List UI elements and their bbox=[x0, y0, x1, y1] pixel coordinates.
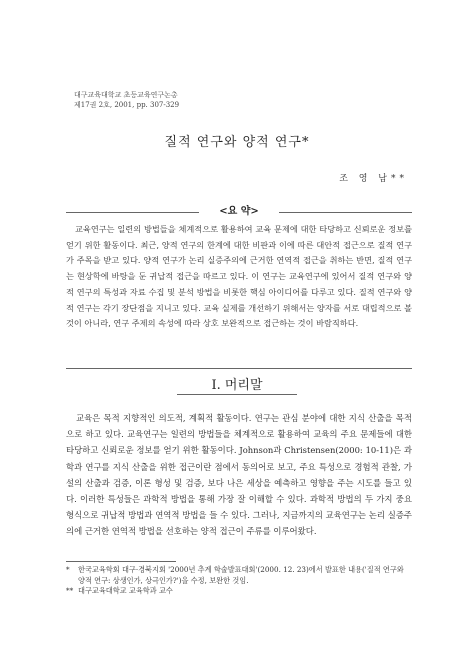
footnote-1 bbox=[66, 565, 412, 586]
body-paragraph: 교육은 목적 지향적인 의도적, 계획적 활동이다. 연구는 관심 분야에 대한 지식 산출을 목적으로 하고 있다. 교육연구는 일련의 방법들을 체계적으로 활용하여 교육의 주요 문제들에 대한 타당하고 신뢰로운 정보를 얻기 위한 활동이다. Johnson과 Christensen(2000: 10-11)은 과학과 연구를 지식 산출을 위한 접근이란 점에서 동의어로 보고, 주요 특성으로 경험적 관찰, 가설의 산출과 검증, 이론 형성 및 검증, 보다 나은 세상을 예측하고 영향을 주는 시도를 들고 있다. 이러한 특성들은 과학적 방법을 통해 가장 잘 이해할 수 있다. 과학적 방법의 두 가지 중요 형식으로 귀납적 방법과 연역적 방법을 들 수 있다. 그러나, 지금까지의 교육연구는 논리 실증주의에 근거한 연역적 방법을 선호하는 양적 접근이 주류를 이루어왔다. bbox=[66, 413, 412, 537]
paper-title: 질적 연구와 양적 연구* bbox=[164, 135, 310, 150]
journal-issue: 제17권 2호, 2001, pp. 307-329 bbox=[74, 101, 180, 109]
journal-header bbox=[74, 90, 179, 110]
body-text-block bbox=[66, 410, 412, 540]
abstract-heading: <요 약> bbox=[219, 206, 259, 217]
footnote-1-text: 한국교육학회 대구·경북지회 '2000년 추계 학술발표대회'(2000. 12. 23)에서 발표한 내용('질적 연구와 양적 연구: 상생인가, 상극인가?')을 수정, 보완한 것임. bbox=[78, 565, 404, 585]
abstract-heading-bar bbox=[66, 205, 412, 219]
abstract-text: 교육연구는 일련의 방법들을 체계적으로 활용하여 교육 문제에 대한 타당하고 신뢰로운 정보를 얻기 위한 활동이다. 최근, 양적 연구의 한계에 대한 비판과 이에 따른 대안적 접근으로 질적 연구가 주목을 받고 있다. 양적 연구가 논리 실증주의에 근거한 연역적 접근을 취하는 반면, 질적 연구는 현상학에 바탕을 둔 귀납적 접근을 따르고 있다. 이 연구는 교육연구에 있어서 질적 연구와 양적 연구의 특성과 자료 수집 및 분석 방법을 비롯한 핵심 아이디어를 다루고 있다. 질적 연구와 양적 연구는 각기 장단점을 지니고 있다. 교육 실제를 개선하기 위해서는 양자를 서로 대립적으로 볼 것이 아니라, 연구 주제의 속성에 따라 상호 보완적으로 접근하는 것이 바람직하다. bbox=[66, 224, 412, 329]
footnote-1-mark: * bbox=[66, 565, 70, 574]
footnote-2 bbox=[66, 586, 412, 597]
section-underline bbox=[177, 394, 297, 395]
footnote-rule bbox=[66, 561, 176, 562]
footnote-2-text: 대구교육대학교 교육학과 교수 bbox=[78, 586, 173, 595]
journal-name: 대구교육대학교 초등교육연구논총 bbox=[74, 91, 178, 99]
author-name: 조 영 남** bbox=[339, 174, 408, 184]
footnote-2-mark: ** bbox=[66, 586, 74, 595]
abstract-end-rule bbox=[66, 368, 412, 369]
abstract-rule-right bbox=[279, 212, 412, 213]
abstract-body bbox=[66, 222, 412, 332]
footnotes bbox=[66, 565, 412, 597]
section-heading: Ⅰ. 머리말 bbox=[211, 378, 263, 393]
